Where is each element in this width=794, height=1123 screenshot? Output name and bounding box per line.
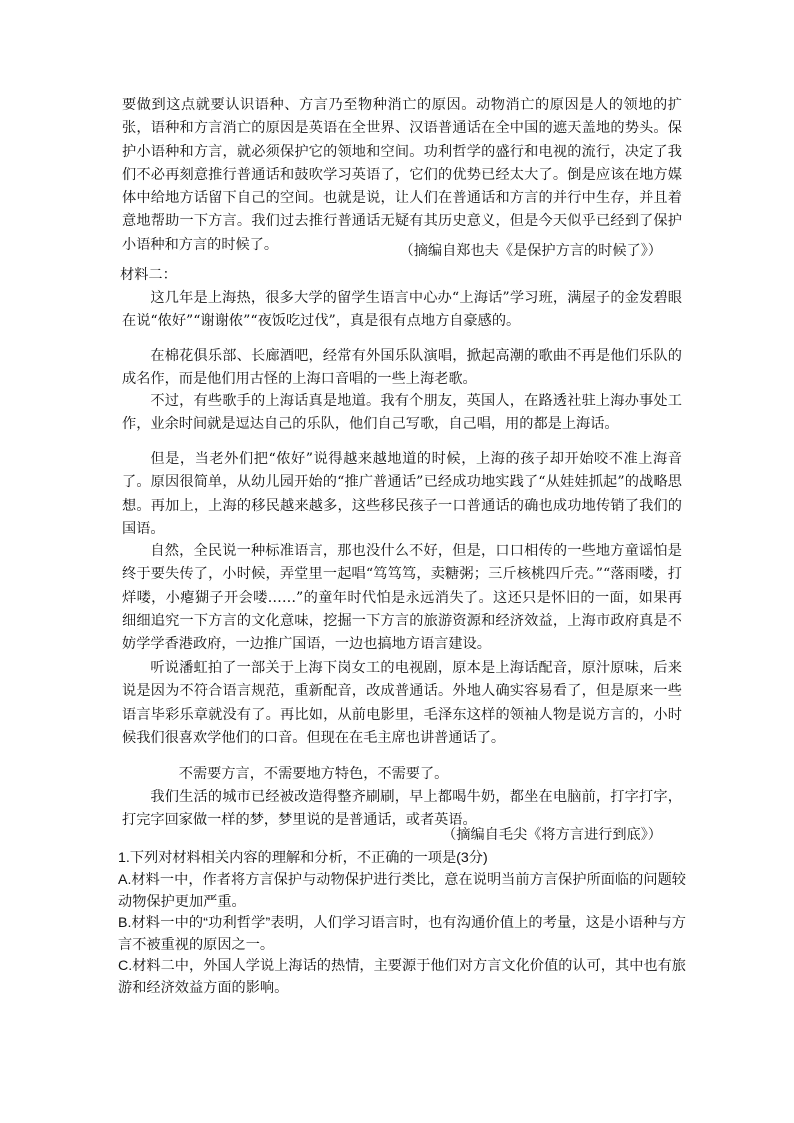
material2-paragraph-7: 不需要方言，不需要地方特色，不需要了。 xyxy=(178,766,449,782)
question-stem: 1.下列对材料相关内容的理解和分析，不正确的一项是(3分) xyxy=(118,850,488,866)
material2-paragraph-8: 我们生活的城市已经被改造得整齐刷刷，早上都喝牛奶，都坐在电脑前，打字打字，打完字回家做一样的梦，梦里说的是普通话，或者英语。 xyxy=(122,789,682,829)
question-option-a: A.材料一中，作者将方言保护与动物保护进行类比，意在说明当前方言保护所面临的问题较动物保护更加严重。 xyxy=(118,872,686,910)
material2-paragraph-1: 这几年是上海热，很多大学的留学生语言中心办“上海话”学习班，满屋子的金发碧眼在说“侬好”“谢谢侬”“夜饭吃过伐”，真是很有点地方自豪感的。 xyxy=(122,290,682,330)
material2-label: 材料二： xyxy=(120,267,177,283)
question-option-b: B.材料一中的“功利哲学”表明，人们学习语言时，也有沟通价值上的考量，这是小语种与方言不被重视的原因之一。 xyxy=(118,915,686,953)
material2-paragraph-6: 听说潘虹拍了一部关于上海下岗女工的电视剧，原本是上海话配音，原汁原味，后来说是因为不符合语言规范，重新配音，改成普通话。外地人确实容易看了，但是原来一些语言毕彩乐章就没有了。再比如，从前电影里，毛泽东这样的领袖人物是说方言的，小时候我们很喜欢学他们的口音。但现在在毛主席也讲普通话了。 xyxy=(122,660,682,746)
question-option-c: C.材料二中，外国人学说上海话的热情，主要源于他们对方言文化价值的认可，其中也有旅游和经济效益方面的影响。 xyxy=(118,958,686,996)
material2-paragraph-2: 在棉花俱乐部、长廊酒吧，经常有外国乐队演唱，掀起高潮的歌曲不再是他们乐队的成名作，而是他们用古怪的上海口音唱的一些上海老歌。 xyxy=(122,348,682,388)
material1-paragraph: 要做到这点就要认识语种、方言乃至物种消亡的原因。动物消亡的原因是人的领地的扩张，语种和方言消亡的原因是英语在全世界、汉语普通话在全中国的遮天盖地的势头。保护小语种和方言，就必须保护它的领地和空间。功利哲学的盛行和电视的流行，决定了我们不必再刻意推行普通话和鼓吹学习英语了，它们的优势已经太大了。倒是应该在地方媒体中给地方话留下自己的空间。也就是说，让人们在普通话和方言的并行中生存，并且着意地帮助一下方言。我们过去推行普通话无疑有其历史意义，但是今天似乎已经到了保护小语种和方言的时候了。 xyxy=(122,97,682,253)
material2-paragraph-5: 自然，全民说一种标准语言，那也没什么不好，但是，口口相传的一些地方童谣怕是终于要失传了，小时候，弄堂里一起唱“笃笃笃，卖糖粥；三斤核桃四斤壳。”“落雨喽，打烊喽，小瘪猢子开会喽……”的童年时代怕是永远消失了。这还只是怀旧的一面，如果再细细追究一下方言的文化意味，挖掘一下方言的旅游资源和经济效益，上海市政府真是不妨学学香港政府，一边推广国语，一边也搞地方语言建设。 xyxy=(122,543,682,653)
material2-source: （摘编自毛尖《将方言进行到底》） xyxy=(442,827,662,843)
material1-source: （摘编自郑也夫《是保护方言的时候了》） xyxy=(399,243,662,259)
material2-paragraph-4: 但是，当老外们把“侬好”说得越来越地道的时候，上海的孩子却开始咬不准上海音了。原因很简单，从幼儿园开始的“推广普通话”已经成功地实践了“从娃娃抓起”的战略思想。再加上，上海的移民越来越多，这些移民孩子一口普通话的确也成功地传销了我们的国语。 xyxy=(122,451,682,537)
material2-paragraph-3: 不过，有些歌手的上海话真是地道。我有个朋友，英国人，在路透社驻上海办事处工作，业余时间就是逗达自己的乐队，他们自己写歌，自己唱，用的都是上海话。 xyxy=(122,393,682,433)
